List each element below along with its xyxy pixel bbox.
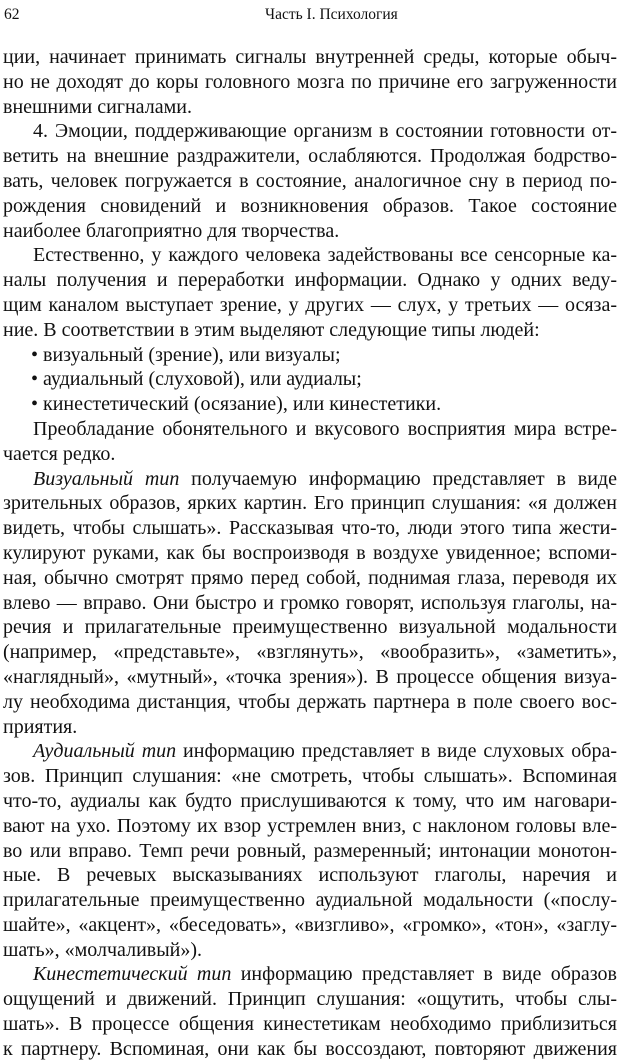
text-line [3, 442, 617, 467]
text-segment: • визуальный (зрение), или визуалы; [31, 343, 341, 366]
text-segment: Преобладание обонятельного и вкусового восприятия мира встре- [33, 417, 617, 440]
text-line [3, 888, 617, 913]
text-line [3, 541, 617, 566]
text-segment: зрительных образов, ярких картин. Его принцип слушания: «я должен [3, 492, 617, 515]
text-segment: зов. Принцип слушания: «не смотреть, чтобы слышать». Вспоминая [3, 765, 617, 788]
text-line [3, 1012, 617, 1037]
text-line [3, 938, 617, 963]
text-line [3, 318, 617, 343]
text-segment: щим каналом выступает зрение, у других — слух, у третьих — осяза- [3, 293, 617, 316]
text-line [3, 491, 617, 516]
page-header [0, 4, 620, 26]
text-segment: «наглядный», «мутный», «точка зрения»). В процессе общения визуа- [3, 665, 617, 688]
text-segment: ощущений и движений. Принцип слушания: «ощутить, чтобы слы- [3, 988, 617, 1011]
text-line [3, 194, 617, 219]
text-line [3, 417, 617, 442]
text-segment: ветить на внешние раздражители, ослабляются. Продолжая бодрство- [3, 145, 617, 168]
text-segment: видеть, чтобы слышать». Рассказывая что-то, люди этого типа жести- [3, 517, 617, 540]
italic-term: Аудиальный тип [33, 740, 177, 763]
text-line [3, 739, 617, 764]
text-line [3, 814, 617, 839]
text-line [3, 640, 617, 665]
text-line [3, 615, 617, 640]
text-line [3, 144, 617, 169]
text-segment: ные. В речевых высказываниях используют глаголы, наречия и [3, 864, 617, 887]
text-segment: шайте», «акцент», «беседовать», «визгливо», «громко», «тон», «заглу- [3, 913, 617, 936]
text-segment: информацию представляет в виде образов [231, 963, 618, 986]
text-segment: влево — вправо. Они быстро и громко говорят, используя глаголы, на- [3, 591, 617, 614]
text-line [3, 169, 617, 194]
running-head: Часть I. Психология [265, 6, 398, 23]
text-line [3, 566, 617, 591]
text-segment: прилагательные преимущественно аудиальной модальности («послу- [3, 889, 617, 912]
text-segment: получаемую информацию представляет в виде [179, 467, 617, 490]
text-segment: рождения сновидений и возникновения образов. Такое состояние [3, 194, 617, 217]
body-text [3, 45, 617, 1062]
text-segment: чается редко. [3, 442, 116, 465]
text-segment: внешними сигналами. [3, 95, 192, 118]
text-line [3, 591, 617, 616]
text-line [3, 516, 617, 541]
text-segment: вают на ухо. Поэтому их взор устремлен вниз, с наклоном головы вле- [3, 814, 617, 837]
italic-term: Кинестетический тип [33, 963, 232, 986]
text-line [3, 95, 617, 120]
text-line [3, 293, 617, 318]
text-segment: приятия. [3, 715, 78, 738]
text-segment: наиболее благоприятно для творчества. [3, 219, 340, 242]
text-segment: во или вправо. Темп речи ровный, размеренный; интонации монотон- [3, 839, 617, 862]
text-line [3, 987, 617, 1012]
text-segment: ции, начинает принимать сигналы внутренней среды, которые обыч- [3, 46, 617, 68]
page-number: 62 [4, 6, 20, 23]
text-line [3, 268, 617, 293]
italic-term: Визуальный тип [33, 467, 180, 490]
text-line [3, 764, 617, 789]
text-segment: к партнеру. Вспоминая, они как бы воссоздают, повторяют движения [3, 1037, 617, 1060]
text-segment: речия и прилагательные преимущественно визуальной модальности [3, 616, 617, 639]
text-line [3, 863, 617, 888]
text-line [3, 789, 617, 814]
text-segment: кулируют руками, как бы воспроизводя в воздухе увиденное; вспоми- [3, 541, 617, 564]
text-segment: 4. Эмоции, поддерживающие организм в состоянии готовности от- [33, 120, 617, 143]
text-segment: (например, «представьте», «взглянуть», «вообразить», «заметить», [3, 641, 617, 664]
text-line [3, 1037, 617, 1062]
text-line [3, 243, 617, 268]
text-segment: лу необходима дистанция, чтобы держать партнера в поле своего вос- [3, 690, 617, 713]
text-segment: Естественно, у каждого человека задействованы все сенсорные ка- [33, 244, 617, 267]
text-segment: налы получения и переработки информации. Однако у одних веду- [3, 269, 617, 292]
text-segment: вать, человек погружается в состояние, аналогичное сну в период по- [3, 169, 617, 192]
text-segment: ная, обычно смотрят прямо перед собой, поднимая глаза, переводя их [3, 566, 617, 589]
text-segment: шать», «молчаливый»). [3, 938, 203, 961]
text-line [3, 70, 617, 95]
text-line [3, 467, 617, 492]
text-segment: шать». В процессе общения кинестетикам необходимо приблизиться [3, 1013, 617, 1036]
text-line [3, 839, 617, 864]
list-item [3, 367, 617, 392]
text-line [3, 219, 617, 244]
text-segment: • аудиальный (слуховой), или аудиалы; [31, 368, 362, 391]
text-line [3, 665, 617, 690]
text-line [3, 962, 617, 987]
list-item [3, 343, 617, 368]
text-line [3, 690, 617, 715]
text-line [3, 913, 617, 938]
text-segment: что-то, аудиалы как будто прислушиваются к тому, что им наговари- [3, 789, 617, 812]
text-segment: информацию представляет в виде слуховых обра- [176, 740, 617, 763]
text-line [3, 119, 617, 144]
text-line [3, 45, 617, 70]
text-segment: • кинестетический (осязание), или кинестетики. [31, 393, 442, 416]
text-segment: ние. В соответствии в этим выделяют следующие типы людей: [3, 318, 540, 341]
text-segment: но не доходят до коры головного мозга по причине его загруженности [3, 70, 617, 93]
list-item [3, 392, 617, 417]
text-line [3, 715, 617, 740]
